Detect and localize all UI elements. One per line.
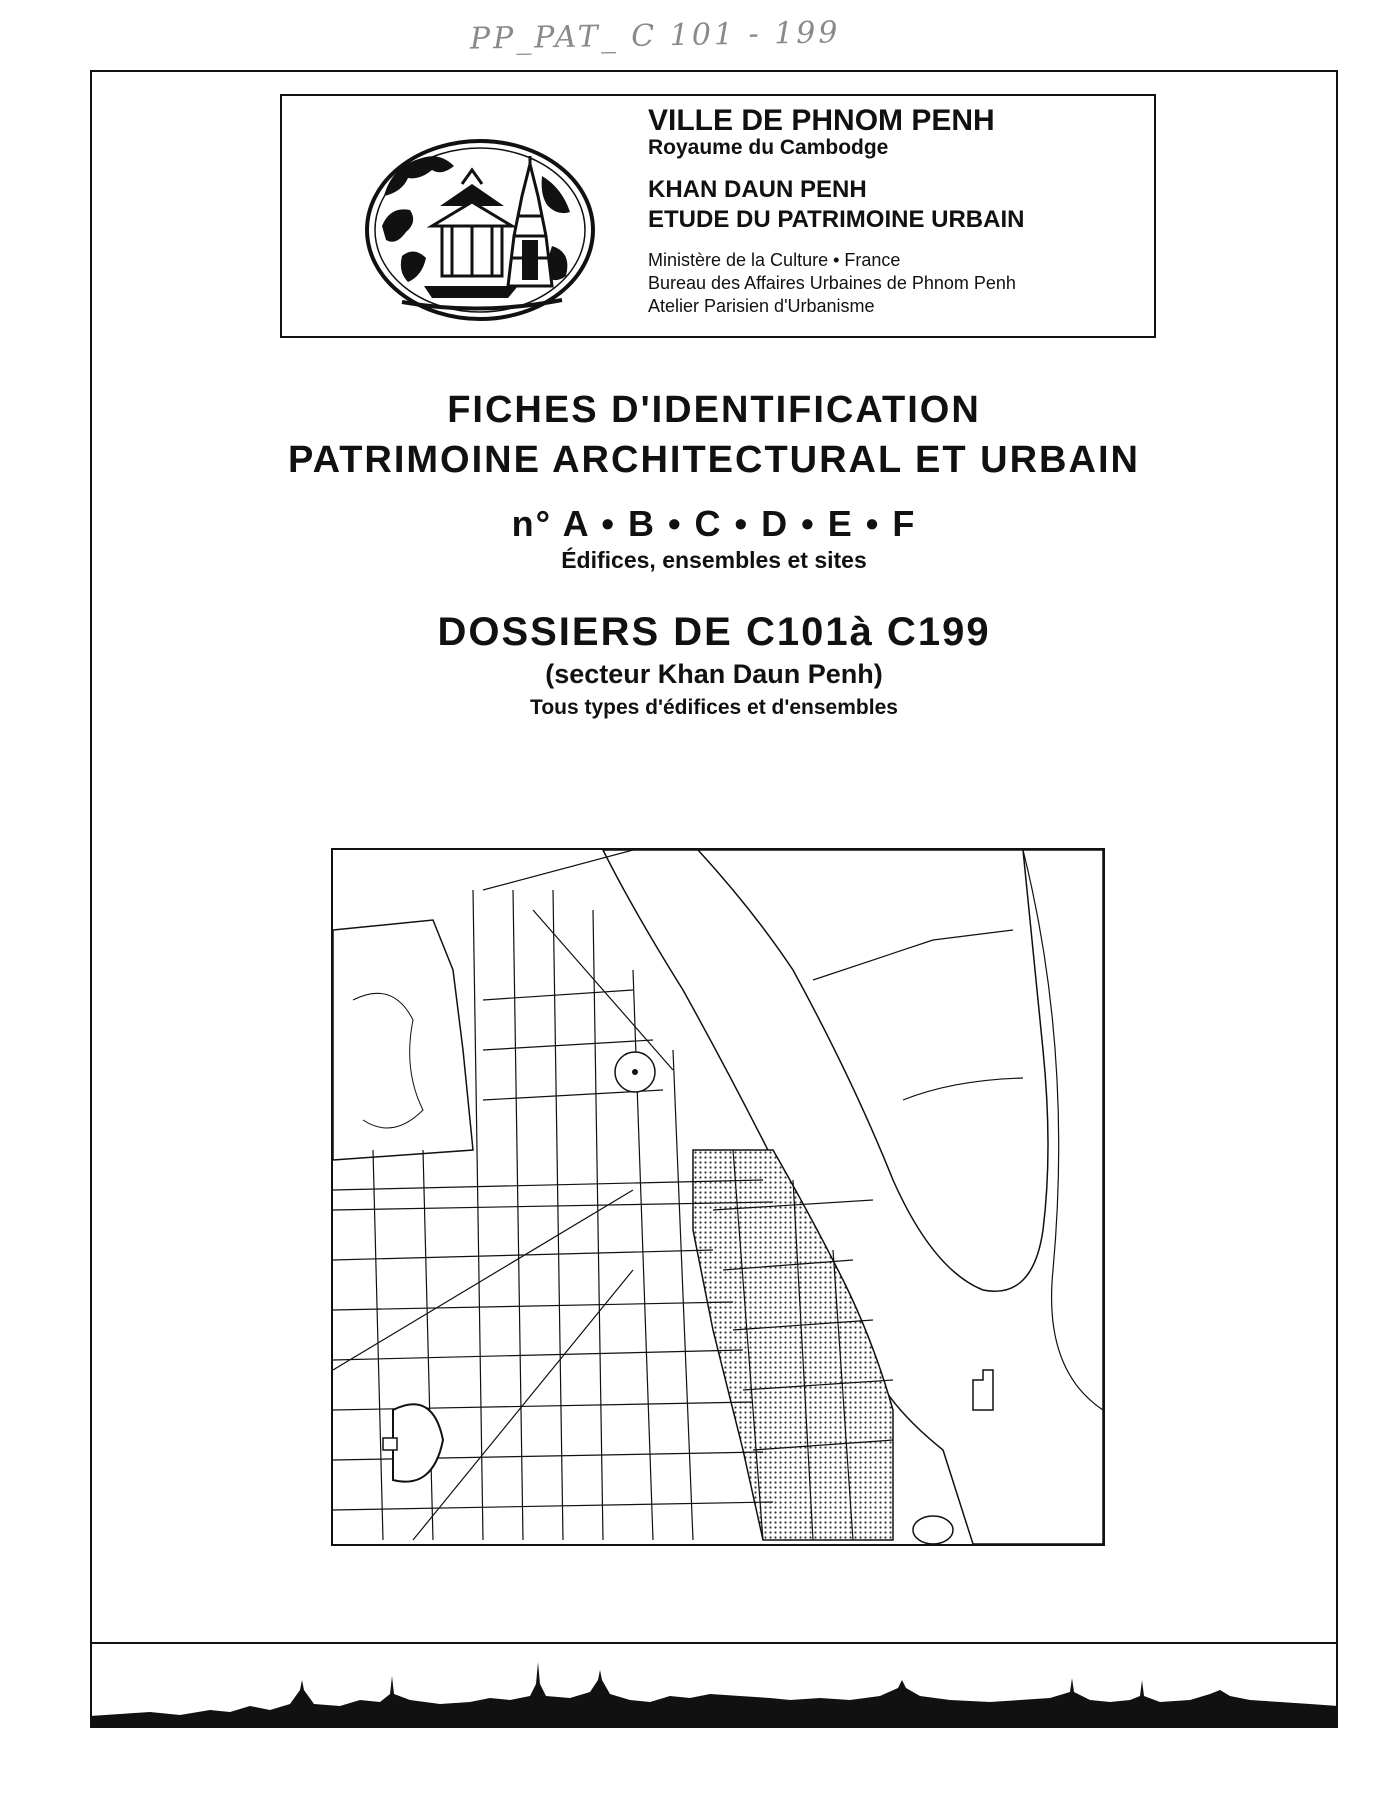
- organization-line: Ministère de la Culture • France: [648, 250, 901, 270]
- street-map-drawing: [333, 850, 1103, 1544]
- header-text: [648, 100, 1148, 317]
- city-skyline-icon: [90, 1640, 1338, 1728]
- types-note: Tous types d'édifices et d'ensembles: [530, 696, 898, 719]
- city-map: [331, 848, 1105, 1546]
- dossiers-range: DOSSIERS DE C101à C199: [437, 610, 991, 654]
- series-list: n° A • B • C • D • E • F: [511, 503, 917, 544]
- organization-line: Bureau des Affaires Urbaines de Phnom Penh: [648, 273, 1016, 293]
- study-name: ETUDE DU PATRIMOINE URBAIN: [648, 206, 1025, 233]
- title-block: [90, 385, 1338, 720]
- temple-emblem-icon: [362, 136, 598, 324]
- title-line-1: FICHES D'IDENTIFICATION: [447, 389, 981, 431]
- district-name: KHAN DAUN PENH: [648, 176, 867, 203]
- series-subtitle: Édifices, ensembles et sites: [561, 547, 867, 573]
- sector-name: (secteur Khan Daun Penh): [545, 659, 883, 689]
- city-name: VILLE DE PHNOM PENH: [648, 104, 995, 137]
- handwritten-reference: PP_PAT_ C 101 - 199: [469, 15, 841, 57]
- title-line-2: PATRIMOINE ARCHITECTURAL ET URBAIN: [288, 439, 1140, 481]
- organization-line: Atelier Parisien d'Urbanisme: [648, 296, 875, 316]
- kingdom-name: Royaume du Cambodge: [648, 136, 889, 159]
